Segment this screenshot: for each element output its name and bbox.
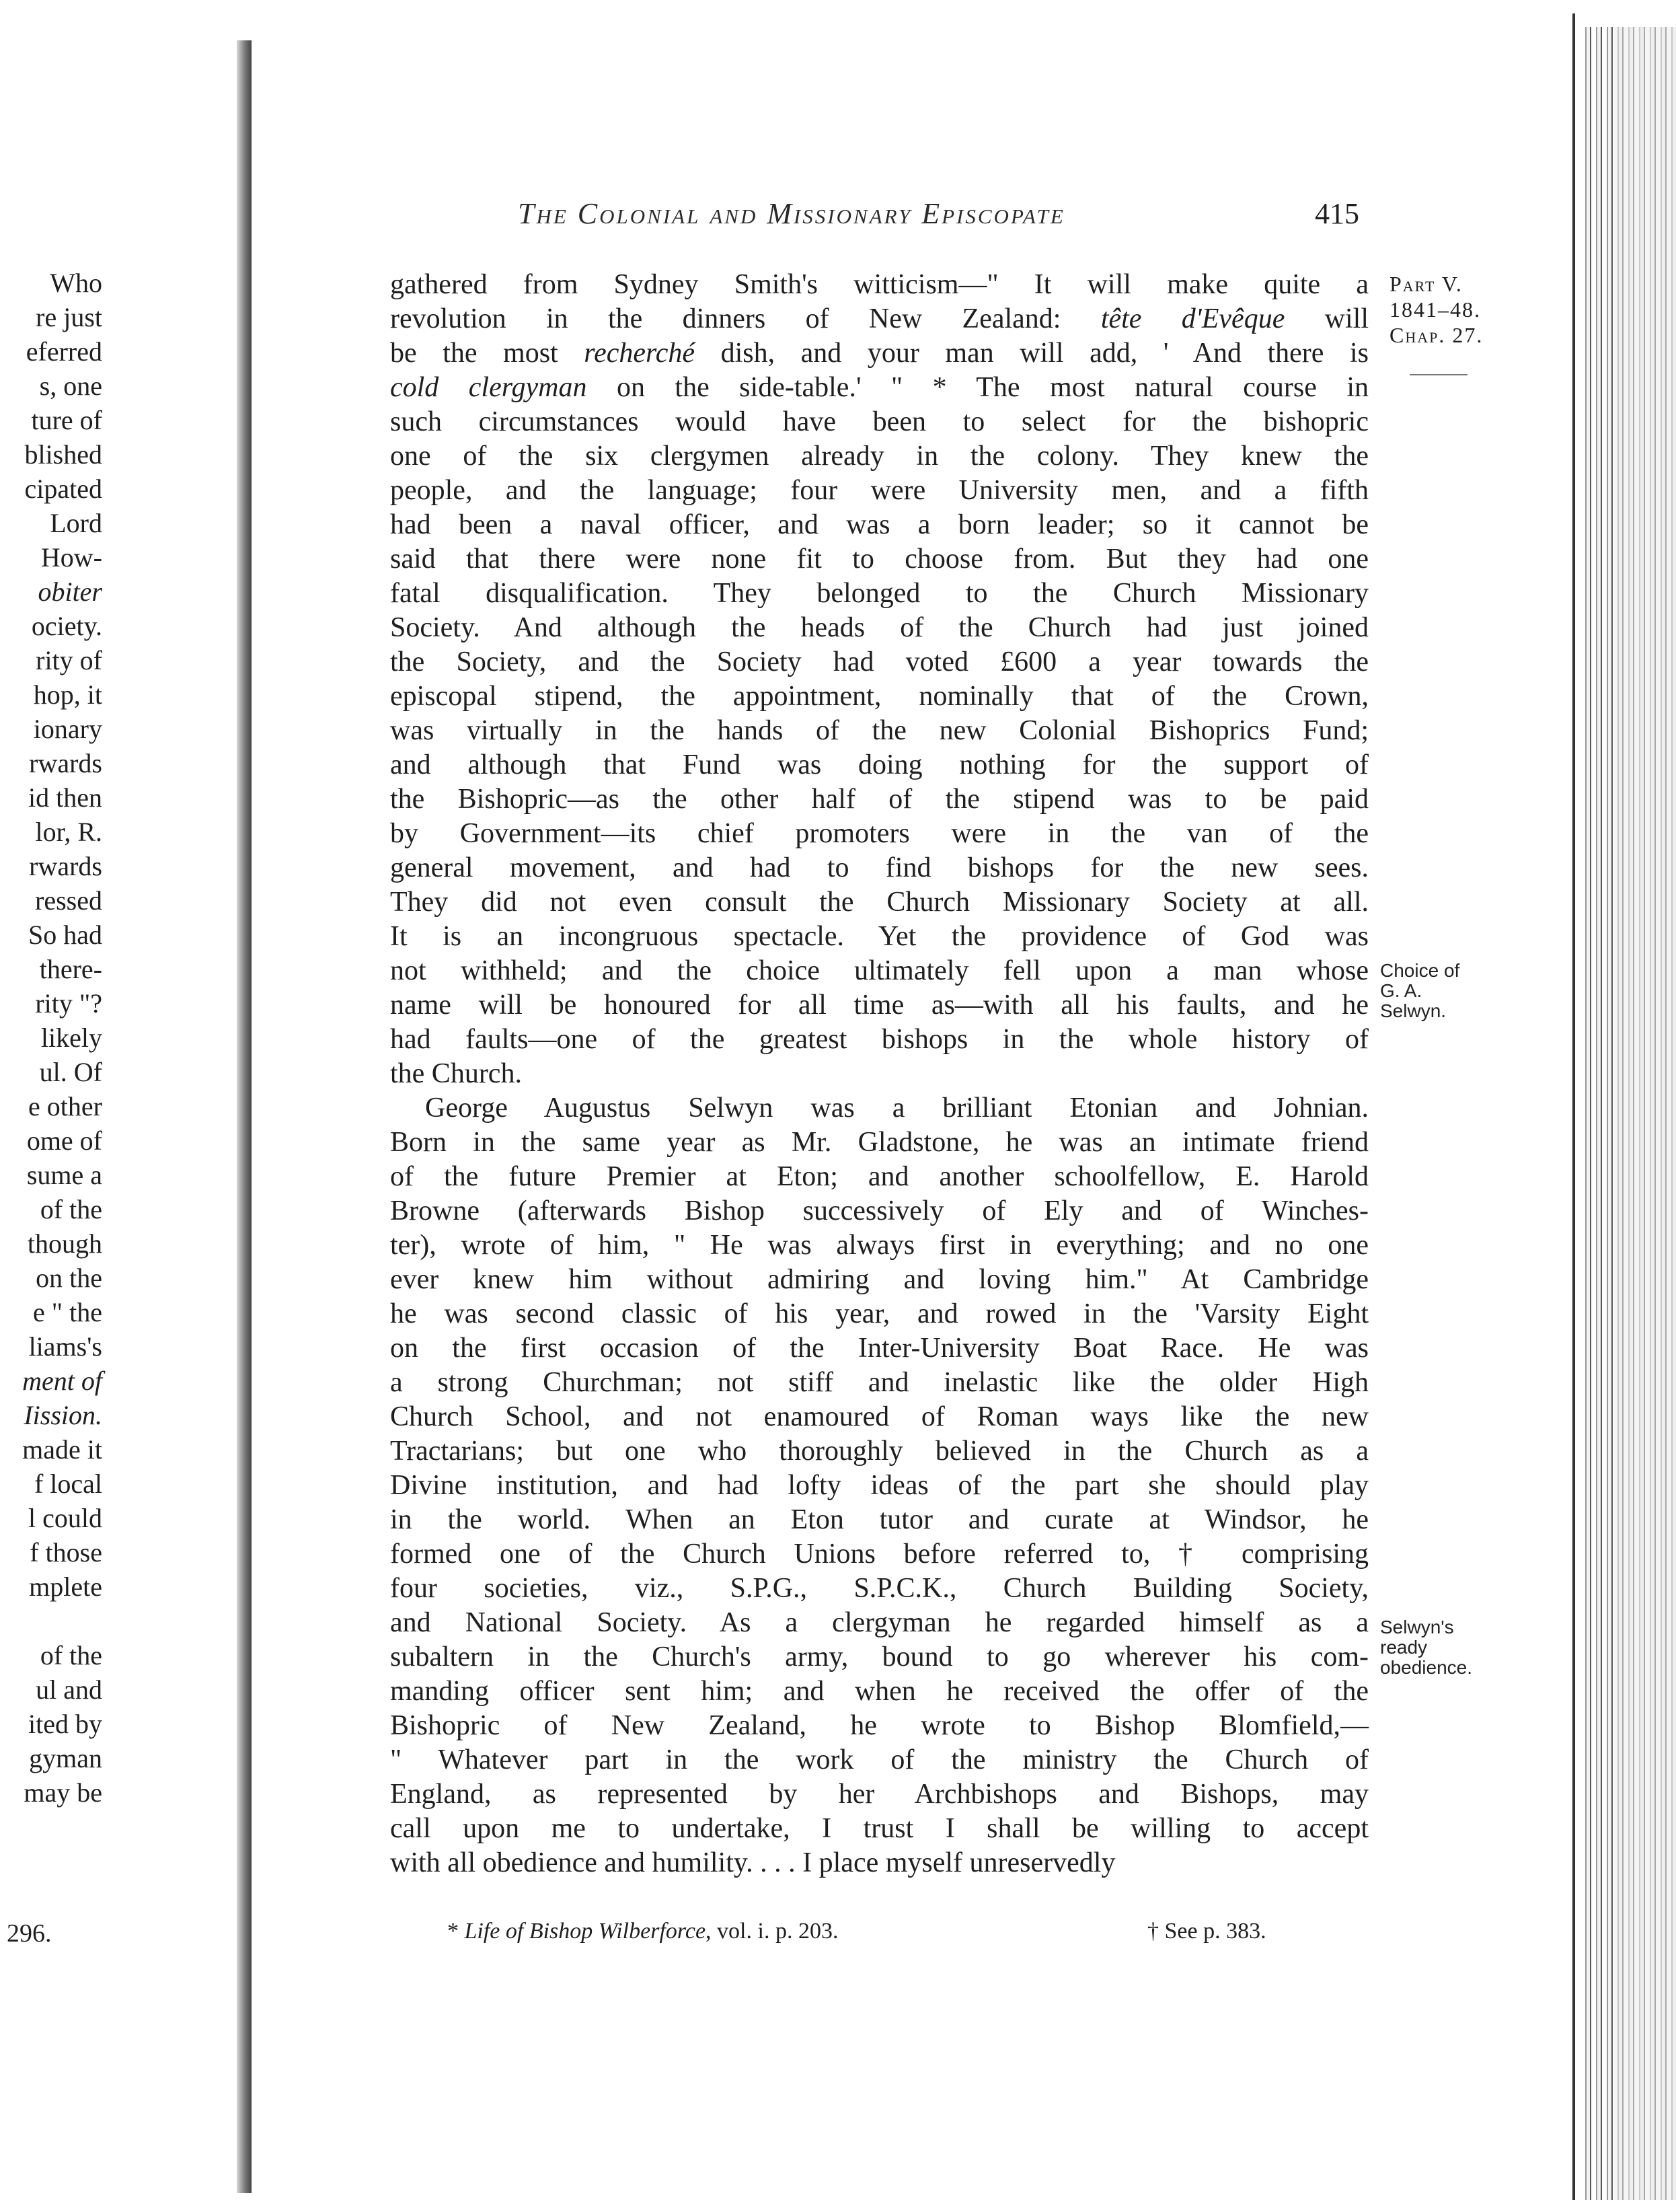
body-line: ter), wrote of him, " He was always first in everything; and no one [390,1230,1369,1261]
left-page-line: may be [24,1777,102,1808]
left-page-line: e " the [33,1297,102,1327]
body-line: Church School, and not enamoured of Roman ways like the new [390,1401,1369,1432]
footnote-dagger: † See p. 383. [1147,1919,1266,1944]
body-line: cold clergyman on the side-table.' " * The most natural course in [390,372,1369,403]
margin-note-choice-line: Choice of [1380,960,1460,981]
left-page-line: f those [30,1537,102,1568]
margin-note-part-label: Part V. [1389,272,1463,296]
margin-note-obedience-line: obedience. [1380,1657,1473,1678]
left-page-line: How- [40,542,102,573]
body-line: a strong Churchman; not stiff and inelastic like the older High [390,1367,1369,1398]
body-line: episcopal stipend, the appointment, nominally that of the Crown, [390,681,1369,712]
left-page-line: blished [24,439,102,470]
left-page-line: likely [40,1023,102,1053]
body-line: the Bishopric—as the other half of the stipend was to be paid [390,784,1369,815]
body-line: people, and the language; four were University men, and a fifth [390,475,1369,506]
body-line: " Whatever part in the work of the ministry the Church of [390,1744,1369,1775]
body-line: They did not even consult the Church Missionary Society at all. [390,887,1369,918]
margin-note-choice-line: Selwyn. [1380,1000,1447,1021]
left-page-line: mplete [29,1572,102,1602]
left-page-line: rwards [29,851,102,881]
left-page-number: 296. [7,1919,52,1948]
body-line: one of the six clergymen already in the colony. They knew the [390,441,1369,472]
body-line: and National Society. As a clergyman he regarded himself as a [390,1607,1369,1638]
body-line: call upon me to undertake, I trust I shall be willing to accept [390,1813,1369,1844]
body-line: by Government—its chief promoters were in the van of the [390,818,1369,849]
left-page-line: made it [22,1434,102,1465]
left-page-line: re just [36,302,102,332]
body-line: Society. And although the heads of the Church had just joined [390,612,1369,643]
body-line: Born in the same year as Mr. Gladstone, he was an intimate friend [390,1127,1369,1158]
body-line: of the future Premier at Eton; and another schoolfellow, E. Harold [390,1161,1369,1192]
body-text [390,268,1369,1880]
left-page-line: lor, R. [35,817,102,847]
body-line: had been a naval officer, and was a born leader; so it cannot be [390,509,1369,540]
margin-note-obedience-line: ready [1380,1637,1428,1658]
left-page-line: of the [40,1194,102,1224]
left-page-line: obiter [38,577,102,607]
left-page-line: gyman [29,1743,102,1773]
left-page-line: hop, it [33,679,102,710]
left-page-line: l could [28,1503,102,1533]
left-page-line: rity "? [35,988,102,1019]
left-page-line: though [27,1228,102,1259]
left-page-line: ture of [31,405,102,435]
body-line: fatal disqualification. They belonged to the Church Missionary [390,578,1369,609]
italic-text: recherché [584,338,695,369]
margin-note-choice [1380,961,1459,1021]
left-page-line: liams's [28,1331,102,1362]
page-edge-line [1572,13,1575,2200]
left-page-line: sume a [26,1160,102,1190]
book-gutter-shadow [237,40,252,2193]
left-page-line: cipated [24,474,102,504]
body-line: in the world. When an Eton tutor and curate at Windsor, he [390,1504,1369,1535]
margin-note-years: 1841–48. [1389,297,1481,322]
body-line: general movement, and had to find bishops for the new sees. [390,852,1369,883]
body-line: England, as represented by her Archbishops and Bishops, may [390,1779,1369,1810]
left-page-line: e other [28,1091,102,1121]
body-line: the Society, and the Society had voted £600 a year towards the [390,647,1369,677]
body-line: not withheld; and the choice ultimately fell upon a man whose [390,955,1369,986]
body-line: It is an incongruous spectacle. Yet the providence of God was [390,921,1369,952]
left-page-line: on the [36,1263,102,1293]
left-page-line: So had [28,920,102,950]
body-line: Divine institution, and had lofty ideas of the part she should play [390,1470,1369,1501]
body-line: with all obedience and humility. . . . I place myself unreservedly [390,1847,1116,1878]
body-line: George Augustus Selwyn was a brilliant Etonian and Johnian. [425,1093,1369,1123]
italic-text: Life of Bishop Wilberforce [464,1919,706,1944]
left-page-line: s, one [39,371,102,401]
body-line: four societies, viz., S.P.G., S.P.C.K., Church Building Society, [390,1573,1369,1604]
left-page-line: Lord [50,508,102,538]
body-line: be the most recherché dish, and your man will add, ' And there is [390,338,1369,369]
body-line: said that there were none fit to choose from. But they had one [390,544,1369,575]
body-line: formed one of the Church Unions before referred to, † comprising [390,1539,1369,1570]
body-line: on the first occasion of the Inter-University Boat Race. He was [390,1333,1369,1364]
body-line: manding officer sent him; and when he received the offer of the [390,1676,1369,1707]
left-page-line: ionary [33,714,102,744]
left-page-line: rity of [36,645,102,675]
page-number: 415 [1315,197,1359,230]
left-page-line: eferred [26,336,102,367]
left-page-line: rwards [29,748,102,778]
left-page-line: ited by [28,1709,102,1739]
body-line: name will be honoured for all time as—with all his faults, and he [390,990,1369,1021]
margin-note-obedience-line: Selwyn's [1380,1617,1454,1637]
left-page-line: id then [28,782,102,813]
left-page-line: Who [50,268,102,298]
margin-note-divider [1410,374,1468,375]
footnote-star: * Life of Bishop Wilberforce, vol. i. p. 203. [447,1919,839,1944]
left-page-line: of the [40,1640,102,1670]
margin-note-choice-line: G. A. [1380,980,1422,1001]
body-line: the Church. [390,1058,522,1089]
left-page-line: f local [34,1469,102,1499]
left-page-line: ul and [36,1674,102,1705]
body-line: he was second classic of his year, and rowed in the 'Varsity Eight [390,1298,1369,1329]
body-line: subaltern in the Church's army, bound to go wherever his com- [390,1642,1369,1672]
body-line: Tractarians; but one who thoroughly believed in the Church as a [390,1436,1369,1467]
body-line: ever knew him without admiring and loving him." At Cambridge [390,1264,1369,1295]
margin-note-part [1389,271,1483,348]
margin-note-obedience [1380,1617,1472,1678]
body-line: was virtually in the hands of the new Colonial Bishoprics Fund; [390,715,1369,746]
body-line: Bishopric of New Zealand, he wrote to Bishop Blomfield,— [390,1710,1369,1741]
body-line: such circumstances would have been to select for the bishopric [390,406,1369,437]
left-page-line: Iission. [24,1400,102,1430]
left-page-line: ressed [35,885,102,916]
body-line: and although that Fund was doing nothing for the support of [390,749,1369,780]
body-line: had faults—one of the greatest bishops in the whole history of [390,1024,1369,1055]
running-head: The Colonial and Missionary Episcopate [518,197,1065,230]
left-page-line: ociety. [31,611,102,641]
margin-note-chapter: Chap. 27. [1389,323,1484,347]
left-page-line: there- [39,954,102,984]
left-page-line: ul. Of [39,1057,102,1087]
left-page-line: ome of [26,1126,102,1156]
body-line: Browne (afterwards Bishop successively of Ely and of Winches- [390,1195,1369,1226]
italic-text: tête d'Evêque [1100,303,1285,334]
italic-text: cold clergyman [390,372,587,403]
page-fore-edge-shading [1614,27,1676,2200]
left-page-line: ment of [22,1366,102,1396]
body-line: gathered from Sydney Smith's witticism—" It will make quite a [390,269,1369,300]
body-line: revolution in the dinners of New Zealand: tête d'Evêque will [390,303,1369,334]
